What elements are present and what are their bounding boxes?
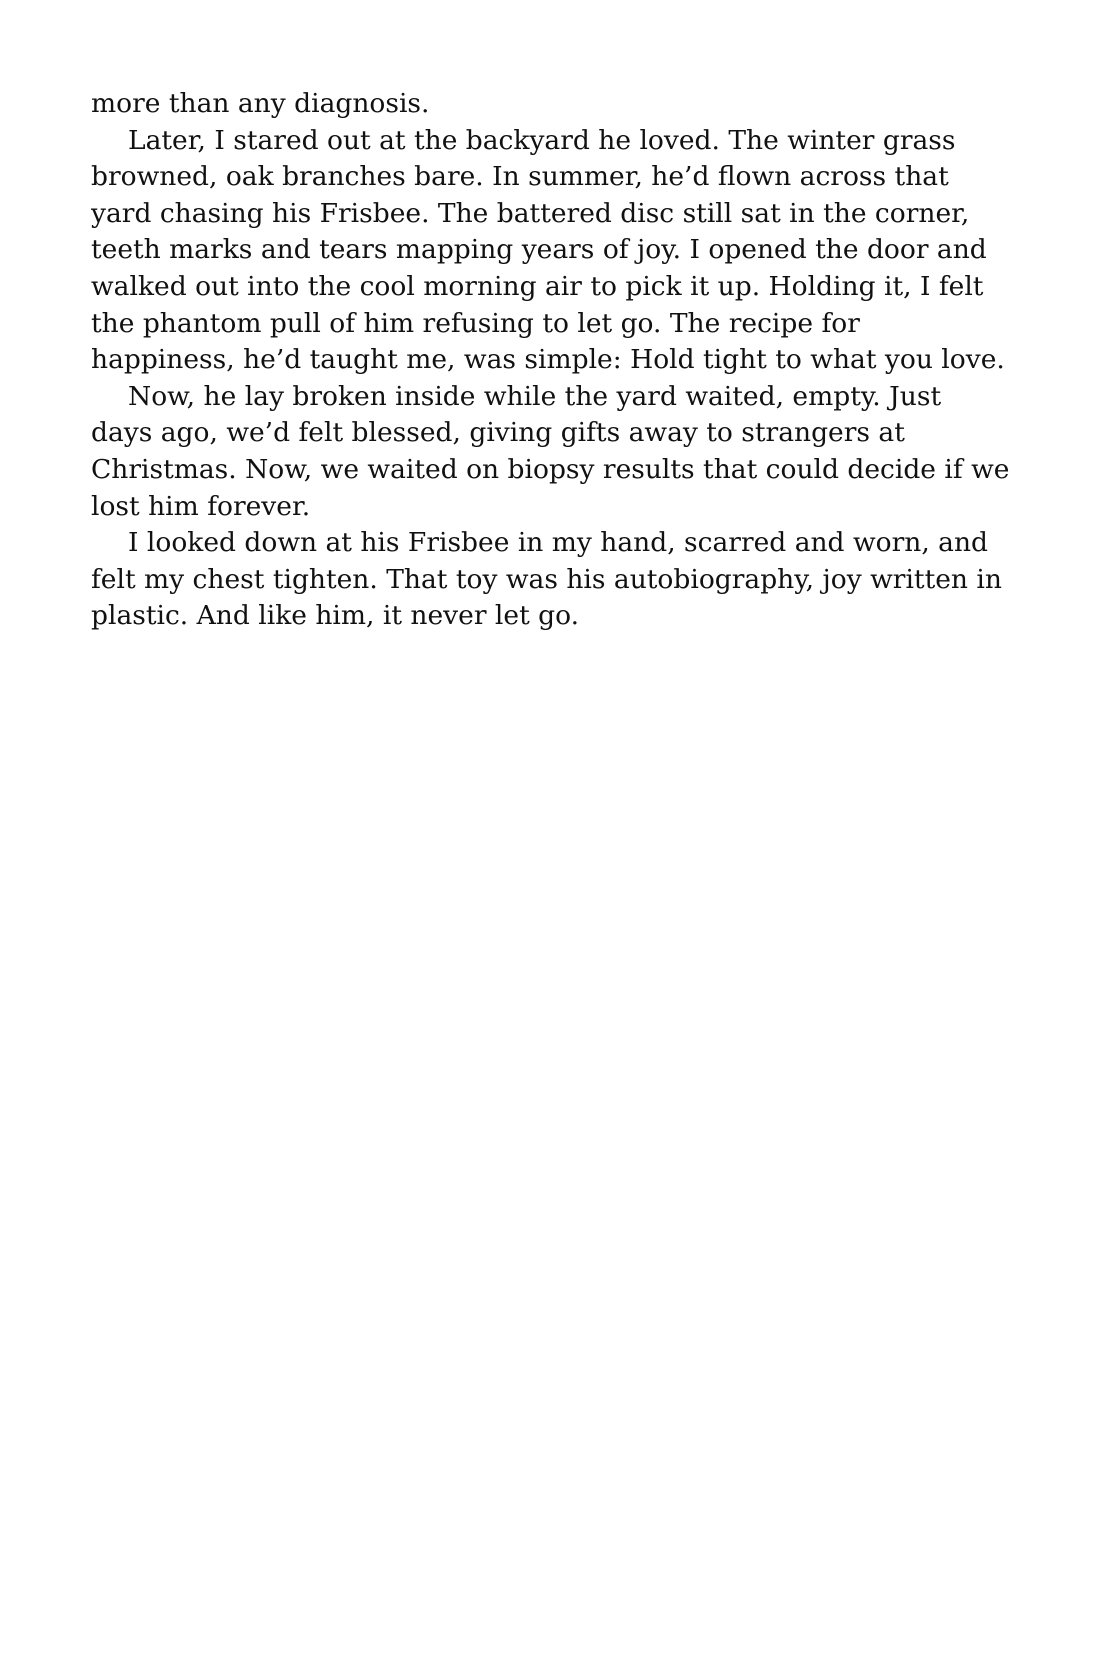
text-line-12: lost him forever. xyxy=(91,490,311,522)
text-line-9: Now, he lay broken inside while the yard waited, empty. Just xyxy=(128,380,942,412)
text-line-13: I looked down at his Frisbee in my hand, scarred and worn, and xyxy=(128,527,988,559)
text-line-5: teeth marks and tears mapping years of joy. I opened the door and xyxy=(91,234,987,266)
text-line-4: yard chasing his Frisbee. The battered disc still sat in the corner, xyxy=(91,197,970,229)
document-page xyxy=(91,86,1026,635)
text-line-7: the phantom pull of him refusing to let go. The recipe for xyxy=(91,307,860,339)
text-line-6: walked out into the cool morning air to pick it up. Holding it, I felt xyxy=(91,270,984,302)
text-line-2: Later, I stared out at the backyard he loved. The winter grass xyxy=(128,124,956,156)
text-line-15: plastic. And like him, it never let go. xyxy=(91,600,580,632)
text-line-10: days ago, we’d felt blessed, giving gifts away to strangers at xyxy=(91,417,905,449)
text-line-14: felt my chest tighten. That toy was his autobiography, joy written in xyxy=(91,563,1002,595)
text-line-11: Christmas. Now, we waited on biopsy results that could decide if we xyxy=(91,453,1010,485)
text-line-3: browned, oak branches bare. In summer, he’d flown across that xyxy=(91,161,949,193)
text-line-8: happiness, he’d taught me, was simple: Hold tight to what you love. xyxy=(91,344,1005,376)
text-line-1: more than any diagnosis. xyxy=(91,88,430,119)
